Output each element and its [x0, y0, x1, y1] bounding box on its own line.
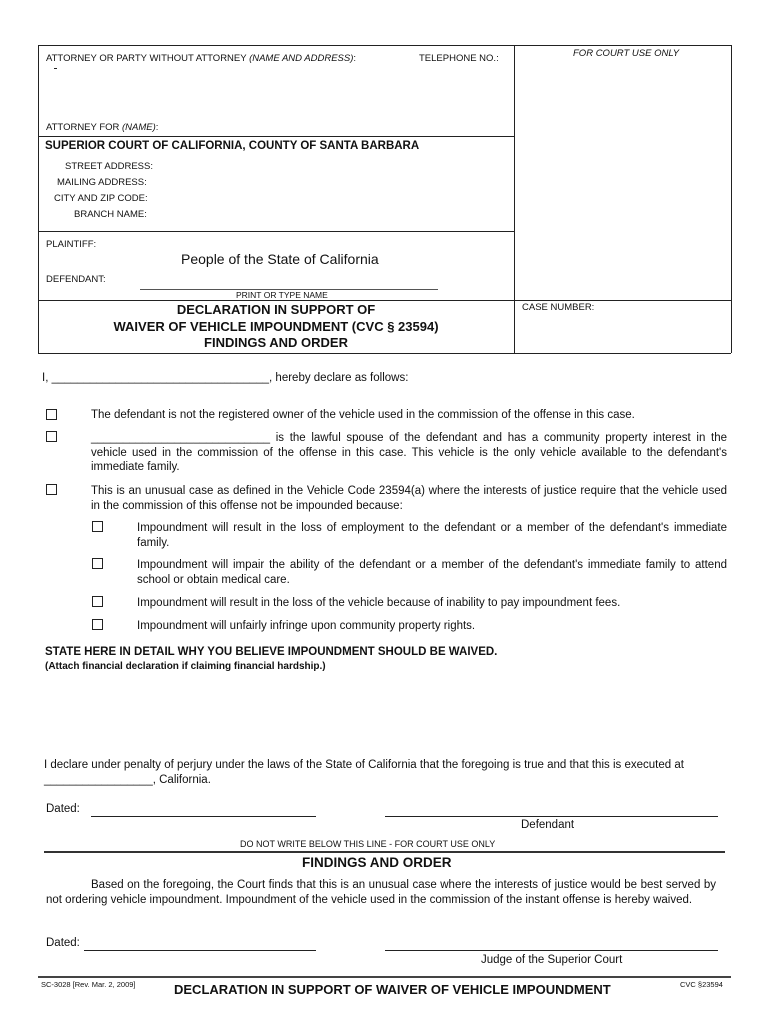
reason-community-property-text: Impoundment will unfairly infringe upon community property rights. [137, 620, 476, 632]
order-date-line[interactable] [84, 950, 316, 951]
attorney-label: ATTORNEY OR PARTY WITHOUT ATTORNEY (NAME AND ADDRESS): [46, 53, 357, 64]
declaration-dated-label: Dated: [46, 803, 80, 815]
perjury-statement: I declare under penalty of perjury under the laws of the State of California that the foregoing is true and that this is executed at _________________, California. [44, 759, 684, 786]
judge-signature-line[interactable] [385, 950, 718, 951]
option-not-owner-checkbox[interactable] [46, 409, 57, 420]
option-unusual-case-text: This is an unusual case as defined in the Vehicle Code 23594(a) where the interests of justice require that the vehicle used in the commission of this offense not be impounded because: [91, 485, 727, 512]
reason-school-medical-text: Impoundment will impair the ability of the defendant or a member of the defendant's immediate family to attend school or obtain medical care. [137, 559, 727, 586]
reason-employment-text: Impoundment will result in the loss of employment to the defendant or a member of the defendant's immediate family. [137, 522, 727, 549]
reason-impound-fees-checkbox[interactable] [92, 596, 103, 607]
form-id: SC-3028 [Rev. Mar. 2, 2009] [41, 980, 136, 989]
plaintiff-value: People of the State of California [181, 251, 379, 267]
order-text: Based on the foregoing, the Court finds that this is an unusual case where the interests of justice would be best served by not ordering vehicle impoundment. Impoundment of the vehicle used in the commission of the instant offense is hereby waived. [46, 879, 716, 906]
option-spouse-checkbox[interactable] [46, 431, 57, 442]
court-name: SUPERIOR COURT OF CALIFORNIA, COUNTY OF SANTA BARBARA [45, 140, 420, 152]
reason-impound-fees-text: Impoundment will result in the loss of the vehicle because of inability to pay impoundment fees. [137, 597, 621, 609]
case-number-field[interactable] [518, 316, 728, 350]
do-not-write-label: DO NOT WRITE BELOW THIS LINE - FOR COURT USE ONLY [240, 839, 496, 849]
court-use-divider [44, 851, 725, 853]
option-not-owner-text: The defendant is not the registered owner of the vehicle used in the commission of the offense in this case. [91, 409, 635, 421]
order-heading: FINDINGS AND ORDER [302, 855, 452, 870]
order-dated-label: Dated: [46, 937, 80, 949]
reasons-textarea[interactable] [45, 678, 725, 750]
reason-employment-checkbox[interactable] [92, 521, 103, 532]
court-use-label: FOR COURT USE ONLY [573, 48, 680, 59]
print-type-name-label: PRINT OR TYPE NAME [236, 290, 328, 300]
street-address-label: STREET ADDRESS: [65, 161, 153, 172]
reason-community-property-checkbox[interactable] [92, 619, 103, 630]
mailing-address-label: MAILING ADDRESS: [57, 177, 147, 188]
option-unusual-case-checkbox[interactable] [46, 484, 57, 495]
form-title: DECLARATION IN SUPPORT OF WAIVER OF VEHICLE IMPOUNDMENT (CVC § 23594) FINDINGS AND ORDER [113, 302, 439, 350]
judge-signature-label: Judge of the Superior Court [481, 954, 623, 966]
footer-title: DECLARATION IN SUPPORT OF WAIVER OF VEHICLE IMPOUNDMENT [174, 982, 611, 997]
attach-financial-note: (Attach financial declaration if claiming financial hardship.) [45, 661, 326, 672]
attorney-name-address-field[interactable] [42, 70, 512, 120]
defendant-label: DEFENDANT: [46, 274, 106, 285]
branch-name-label: BRANCH NAME: [74, 209, 147, 220]
footer-code: CVC §23594 [680, 980, 723, 989]
city-zip-label: CITY AND ZIP CODE: [54, 193, 148, 204]
telephone-label: TELEPHONE NO.: [419, 53, 499, 64]
defendant-signature-line[interactable] [385, 816, 718, 817]
declaration-date-line[interactable] [91, 816, 316, 817]
reason-school-medical-checkbox[interactable] [92, 558, 103, 569]
option-spouse-text: ____________________________ is the lawful spouse of the defendant and has a community property interest in the vehicle used in the commission of the offense in this case. This vehicle is the only vehicle available to the defendant's immediate family. [91, 432, 727, 473]
state-reasons-heading: STATE HERE IN DETAIL WHY YOU BELIEVE IMPOUNDMENT SHOULD BE WAIVED. [45, 646, 498, 658]
case-number-label: CASE NUMBER: [522, 302, 595, 313]
declarant-intro: I, __________________________________, hereby declare as follows: [42, 372, 409, 384]
defendant-signature-label: Defendant [521, 819, 575, 831]
plaintiff-label: PLAINTIFF: [46, 239, 97, 250]
attorney-for-label: ATTORNEY FOR (NAME): [46, 122, 159, 133]
footer-divider [38, 976, 731, 978]
